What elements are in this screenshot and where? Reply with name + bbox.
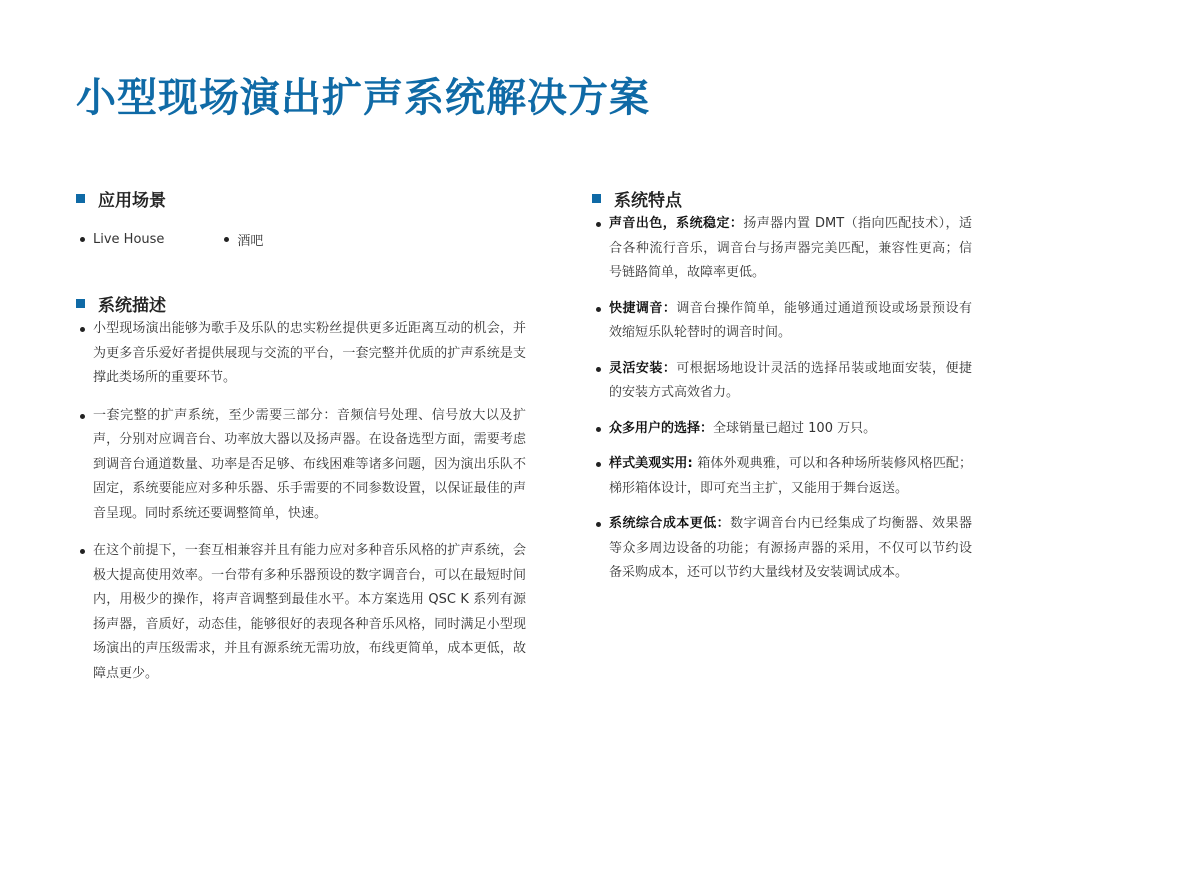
features-list	[592, 212, 972, 586]
feature-label: 众多用户的选择：	[609, 420, 714, 436]
feature-item	[592, 212, 972, 286]
description-paragraph: 在这个前提下，一套互相兼容并且有能力应对多种音乐风格的扩声系统，会极大提高使用效率。一台带有多种乐器预设的数字调音台，可以在最短时间内，用极少的操作，将声音调整到最佳水平。本方案选用 QSC K 系列有源扬声器，音质好，动态佳，能够很好的表现各种音乐风格，同时满足小型现场演出的声压级需求，并且有源系统无需功放，布线更简单，成本更低，故障点更少。	[76, 539, 526, 686]
square-bullet-icon	[592, 194, 601, 203]
feature-text: 扬声器内置 DMT（指向匹配技术），适合各种流行音乐，调音台与扬声器完美匹配，兼容性更高；信号链路简单，故障率更低。	[609, 216, 972, 280]
feature-label: 系统综合成本更低：	[609, 516, 731, 531]
feature-label: 声音出色，系统稳定：	[609, 216, 744, 231]
description-paragraph: 一套完整的扩声系统，至少需要三部分：音频信号处理、信号放大以及扩声，分别对应调音台、功率放大器以及扬声器。在设备选型方面，需要考虑到调音台通道数量、功率是否足够、布线困难等诸多问题，因为演出乐队不固定，系统要能应对多种乐器、乐手需要的不同参数设置，以保证最佳的声音呈现。同时系统还要调整简单，快速。	[76, 404, 526, 527]
feature-item	[592, 512, 972, 586]
features-heading-text: 系统特点	[614, 190, 682, 211]
square-bullet-icon	[76, 299, 85, 308]
square-bullet-icon	[76, 194, 85, 203]
right-column	[592, 184, 972, 597]
scenario-heading	[76, 184, 526, 212]
feature-item	[592, 417, 972, 442]
feature-text: 全球销量已超过 100 万只。	[713, 420, 877, 436]
feature-text: 可根据场地设计灵活的选择吊装或地面安装，便捷的安装方式高效省力。	[609, 360, 972, 400]
features-heading	[592, 184, 972, 212]
left-column	[76, 184, 526, 699]
scenario-item-label: 酒吧	[237, 234, 264, 249]
description-heading-text: 系统描述	[98, 295, 166, 316]
description-list	[76, 317, 526, 686]
feature-label: 灵活安装：	[609, 360, 677, 376]
bullet-dot-icon	[80, 237, 85, 242]
scenario-item	[80, 230, 164, 249]
feature-text: 调音台操作简单，能够通过通道预设或场景预设有效缩短乐队轮替时的调音时间。	[609, 300, 972, 340]
scenario-list	[80, 230, 526, 249]
feature-text: 数字调音台内已经集成了均衡器、效果器等众多周边设备的功能；有源扬声器的采用，不仅可以节约设备采购成本，还可以节约大量线材及安装调试成本。	[609, 516, 972, 580]
feature-label: 快捷调音：	[609, 300, 677, 316]
description-paragraph: 小型现场演出能够为歌手及乐队的忠实粉丝提供更多近距离互动的机会，并为更多音乐爱好者提供展现与交流的平台，一套完整并优质的扩声系统是支撑此类场所的重要环节。	[76, 317, 526, 391]
page-title: 小型现场演出扩声系统解决方案	[76, 75, 650, 121]
feature-label: 样式美观实用:	[609, 456, 698, 471]
scenario-item-label: Live House	[93, 232, 165, 247]
scenario-item	[224, 230, 263, 249]
feature-item	[592, 297, 972, 346]
feature-item	[592, 452, 972, 501]
feature-text: 箱体外观典雅，可以和各种场所装修风格匹配；梯形箱体设计，即可充当主扩，又能用于舞台返送。	[609, 456, 972, 496]
bullet-dot-icon	[224, 237, 229, 242]
scenario-heading-text: 应用场景	[98, 190, 166, 211]
feature-item	[592, 357, 972, 406]
description-heading	[76, 289, 526, 317]
